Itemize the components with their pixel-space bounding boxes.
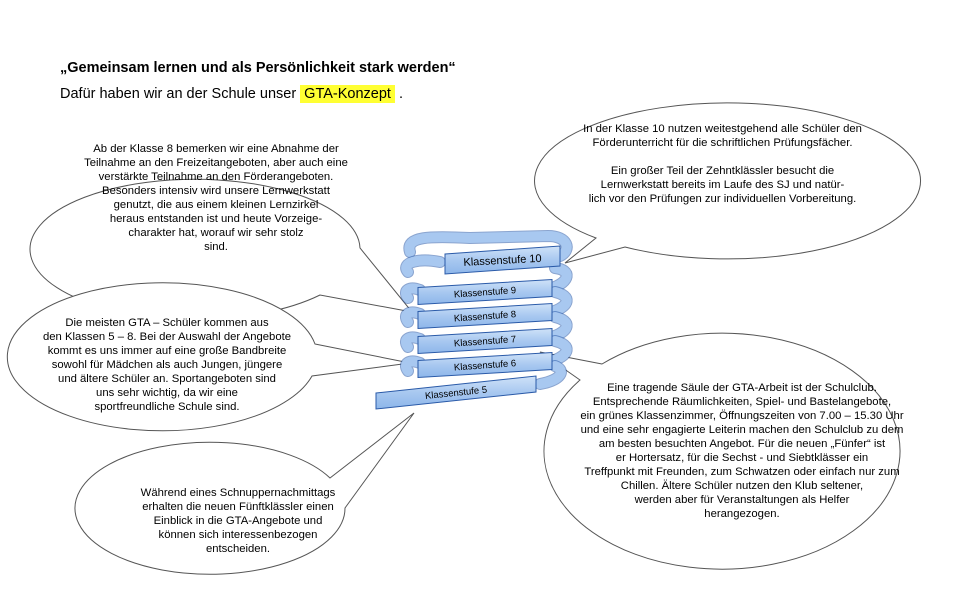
gta-konzept-highlight: GTA-Konzept: [300, 85, 395, 103]
intro-text: Dafür haben wir an der Schule unser: [60, 86, 297, 102]
bubble-bottom-right-text: Eine tragende Säule der GTA-Arbeit ist der Schulclub. Entsprechende Räumlichkeiten, Spiel- und Bastelangebote, ein grünes Klassenzimmer, Öffnungszeiten von 7.00 – 15.30 Uhr und eine sehr engagierte Leiterin machen den Schulclub zu dem am besten besuchten Angebot. Für die neuen „Fünfer“ ist er Hortersatz, für die Sechst - und Siebtklässer ein Treffpunkt mit Freunden, zum Schwatzen oder einfach nur zum Chillen. Ältere Schüler nutzen den Klub seltener, werden aber für Veranstaltungen als Helfer herangezogen.: [580, 382, 904, 520]
intro-suffix: .: [398, 86, 403, 102]
spiral-band-label: Klassenstufe 5: [424, 384, 488, 403]
spiral-band-label: Klassenstufe 8: [453, 309, 517, 325]
spiral-band-label: Klassenstufe 9: [453, 285, 517, 301]
bubble-top-left-text: Ab der Klasse 8 bemerken wir eine Abnahme der Teilnahme an den Freizeitangeboten, aber auch eine verstärkte Teilnahme an den Förderangeboten. Besonders intensiv wird unsere Lernwerkstatt genutzt, die aus einem kleinen Lernzirkel heraus entstanden ist und heute Vorzeige- charakter hat, worauf wir sehr stolz sind.: [84, 143, 348, 253]
bubble-bottom-left-text: Während eines Schnuppernachmittags erhalten die neuen Fünftklässler einen Einblick in die GTA-Angebote und können sich interessenbezogen entscheiden.: [140, 487, 336, 555]
bubble-middle-left-text: Die meisten GTA – Schüler kommen aus den Klassen 5 – 8. Bei der Auswahl der Angebote kommt es uns immer auf eine große Bandbreite sowohl für Mädchen als auch Jungen, jüngere und ältere Schüler an. Sportangeboten sind uns sehr wichtig, da wir eine sportfreundliche Schule sind.: [42, 317, 292, 413]
bubble-top-right-text: In der Klasse 10 nutzen weitestgehend alle Schüler den Förderunterricht für die schriftlichen Prüfungsfächer. Ein großer Teil der Zehntklässler besucht die Lernwerkstatt bereits im Laufe des SJ und natür- lich vor den Prüfungen zur individuellen Vorbereitung.: [583, 123, 862, 205]
spiral-band-label: Klassenstufe 10: [463, 252, 542, 269]
klassenstufe-spiral: [376, 236, 567, 409]
spiral-band-label: Klassenstufe 6: [453, 358, 517, 374]
page-heading: „Gemeinsam lernen und als Persönlichkeit stark werden“: [60, 60, 456, 76]
spiral-band-label: Klassenstufe 7: [453, 334, 517, 350]
